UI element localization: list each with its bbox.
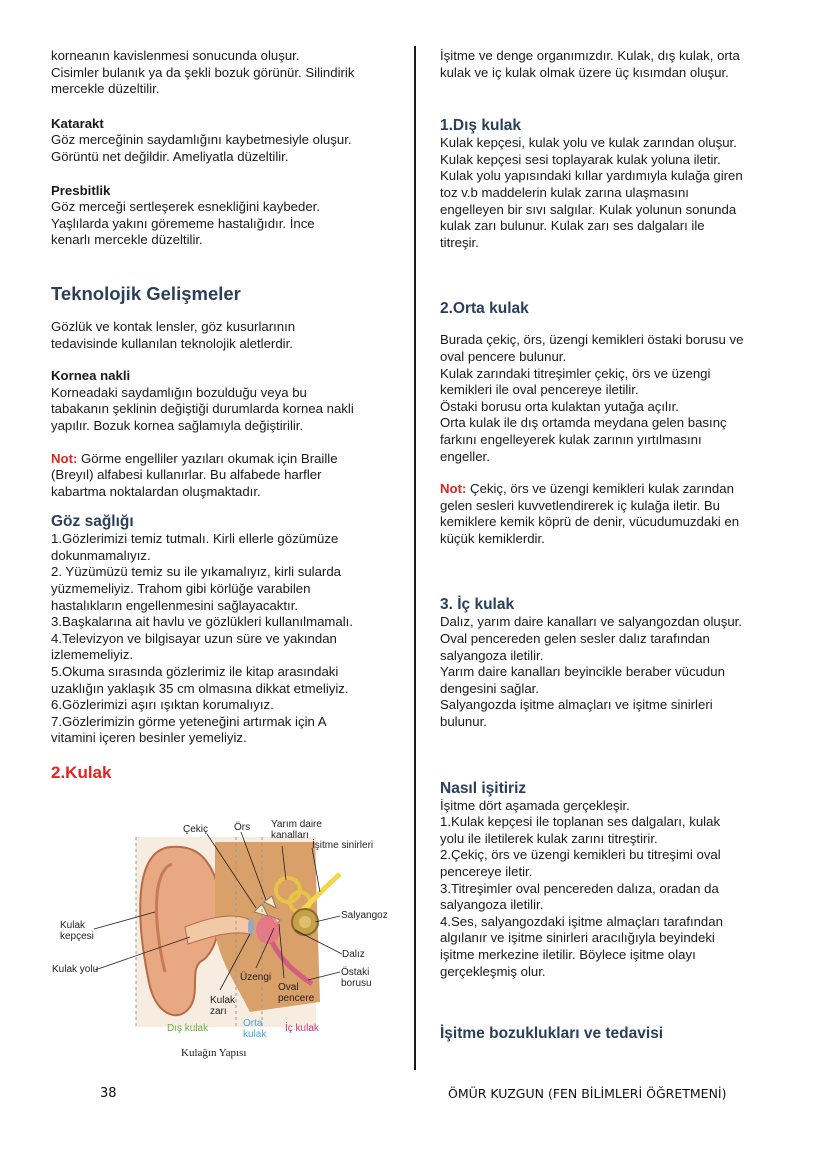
author-footer: ÖMÜR KUZGUN (FEN BİLİMLERİ ÖĞRETMENİ) — [448, 1086, 727, 1101]
right-column — [440, 48, 785, 1043]
label-daliz: Dalız — [342, 949, 365, 960]
label-ors: Örs — [234, 822, 251, 833]
bozukluk-heading: İşitme bozuklukları ve tedavisi — [440, 1025, 664, 1043]
label-dis-kulak: Dış kulak — [167, 1023, 209, 1034]
left-column — [51, 48, 401, 783]
goz-sagligi-list: 1.Gözlerimizi temiz tutmalı. Kirli ellerle gözümüze dokunmamalıyız. 2. Yüzümüzü temiz su ile yıkamalıyız, kirli sularda yüzmemeliyiz. Trahom gibi körlüğe varabilen hastalıkların engellenmesini sağlayacaktır. 3.Başkalarına ait havlu ve gözlükleri kullanılmamalı. 4.Televizyon ve bilgisayar uzun süre ve yakından izlememeliyiz. 5.Okuma sırasında gözlerimiz ile kitap arasındaki uzaklığın yaklaşık 35 cm olmasına dikkat etmeliyiz. 6.Gözlerimizi aşırı ışıktan korumalıyız. 7.Gözlerimizin görme yeteneğini artırmak için A vitamini içeren besinler yemeliyiz. — [51, 531, 353, 746]
kulak-heading: 2.Kulak — [51, 763, 112, 782]
katarakt-title: Katarakt — [51, 115, 104, 131]
label-uzengi: Üzengi — [240, 972, 272, 983]
teknoloji-text: Gözlük ve kontak lensler, göz kusurlarının tedavisinde kullanılan teknolojik aletlerdir. — [51, 318, 296, 351]
kornea-title: Kornea nakli — [51, 368, 131, 384]
label-kulak-kepcesi: Kulak kepçesi — [60, 920, 94, 942]
cochlea-inner — [299, 916, 311, 928]
presbitlik-text: Göz merceği sertleşerek esnekliğini kaybeder. Yaşlılarda yakını görememe hastalığıdır. İnce kenarlı mercekle düzeltilir. — [51, 199, 321, 248]
label-cekic: Çekiç — [183, 824, 209, 835]
ear-figure — [50, 812, 395, 1062]
dis-kulak-text: Kulak kepçesi, kulak yolu ve kulak zarından oluşur. Kulak kepçesi sesi toplayarak kulak yoluna iletir. Kulak yolu yapısındaki kıllar yardımıyla kulağa giren toz v.b maddelerin kulak zarına ulaşmasını engelleyen bir sıvı salgılar. Kulak yolunun sonunda kulak zarı bulunur. Kulak zarı ses dalgaları ile titreşir. — [440, 135, 743, 250]
figure-caption: Kulağın Yapısı — [181, 1047, 247, 1059]
note-kemikler: Not: Çekiç, örs ve üzengi kemikleri kulak zarından gelen sesleri kuvvetlendirerek iç kulağa iletir. Bu kemiklere kemik köprü de denir, vücudumuzdaki en küçük kemiklerdir. — [440, 481, 740, 546]
kornea-text: Korneadaki saydamlığın bozulduğu veya bu tabakanın şeklinin değiştiği durumlarda kornea nakli yapılır. Bozuk kornea sağlamıyla değiştirilir. — [51, 384, 354, 433]
label-orta-kulak: Orta kulak — [243, 1018, 267, 1040]
eardrum-shape — [248, 917, 254, 937]
nasil-isitiriz-heading: Nasıl işitiriz — [440, 779, 527, 797]
label-oval-pencere: Oval pencere — [278, 982, 315, 1004]
dis-kulak-heading: 1.Dış kulak — [440, 117, 521, 135]
label-yarim-daire: Yarım daire kanalları — [271, 819, 322, 841]
note-braille: Not: Görme engelliler yazıları okumak için Braille (Breyıl) alfabesi kullanırlar. Bu alfabede harfler kabartma noktalardan oluşmaktadır. — [51, 450, 338, 499]
katarakt-text: Göz merceğinin saydamlığını kaybetmesiyle oluşur. Görüntü net değildir. Ameliyatla düzeltilir. — [51, 132, 352, 164]
label-salyangoz: Salyangoz — [341, 910, 388, 921]
label-kulak-zari: Kulak zarı — [210, 995, 236, 1017]
label-isitme-sinirleri: İşitme sinirleri — [312, 840, 374, 851]
orta-kulak-text: Burada çekiç, örs, üzengi kemikleri östaki borusu ve oval pencere bulunur. Kulak zarındaki titreşimler çekiç, örs ve üzengi kemikleri ile oval pencereye iletilir. Östaki borusu orta kulaktan yutağa açılır. Orta kulak ile dış ortamda meydana gelen basınç farkını engelleyerek kulak zarının yırtılmasını engeller. — [440, 332, 744, 464]
column-divider — [414, 46, 416, 1070]
label-ostaki: Östaki borusu — [341, 967, 372, 989]
ic-kulak-text: Dalız, yarım daire kanalları ve salyangozdan oluşur. Oval pencereden gelen sesler dalız tarafından salyangoza iletilir. Yarım daire kanalları beyincikle beraber vücudun dengesini sağlar. Salyangozda işitme almaçları ve işitme sinirleri bulunur. — [440, 614, 742, 730]
teknoloji-heading: Teknolojik Gelişmeler — [51, 282, 241, 304]
label-kulak-yolu: Kulak yolu — [52, 964, 99, 975]
note-label: Not: — [51, 450, 78, 466]
intro-text: korneanın kavislenmesi sonucunda oluşur. Cisimler bulanık ya da şekli bozuk görünür. Silindirik mercekle düzeltilir. — [51, 48, 355, 97]
page-number: 38 — [100, 1086, 117, 1101]
presbitlik-title: Presbitlik — [51, 182, 111, 198]
nasil-isitiriz-text: İşitme dört aşamada gerçekleşir. 1.Kulak kepçesi ile toplanan ses dalgaları, kulak yolu ile iletilerek kulak zarını titreştirir. 2.Çekiç, örs ve üzengi kemikleri bu titreşimi oval pencereye iletir. 3.Titreşimler oval pencereden dalıza, oradan da salyangoza iletilir. 4.Ses, salyangozdaki işitme almaçları tarafından algılanır ve işitme sinirleri aracılığıyla beyindeki işitme merkezine iletilir. Böylece işitme olayı gerçekleşmiş olur. — [440, 797, 723, 979]
ic-kulak-heading: 3. İç kulak — [440, 596, 515, 614]
orta-kulak-heading: 2.Orta kulak — [440, 300, 529, 318]
label-ic-kulak: İç kulak — [285, 1023, 319, 1034]
kulak-intro: İşitme ve denge organımızdır. Kulak, dış kulak, orta kulak ve iç kulak olmak üzere üç kısımdan oluşur. — [440, 48, 740, 80]
goz-sagligi-heading: Göz sağlığı — [51, 513, 134, 531]
note-label: Not: — [440, 481, 467, 497]
middle-ear-cavity — [256, 916, 280, 944]
